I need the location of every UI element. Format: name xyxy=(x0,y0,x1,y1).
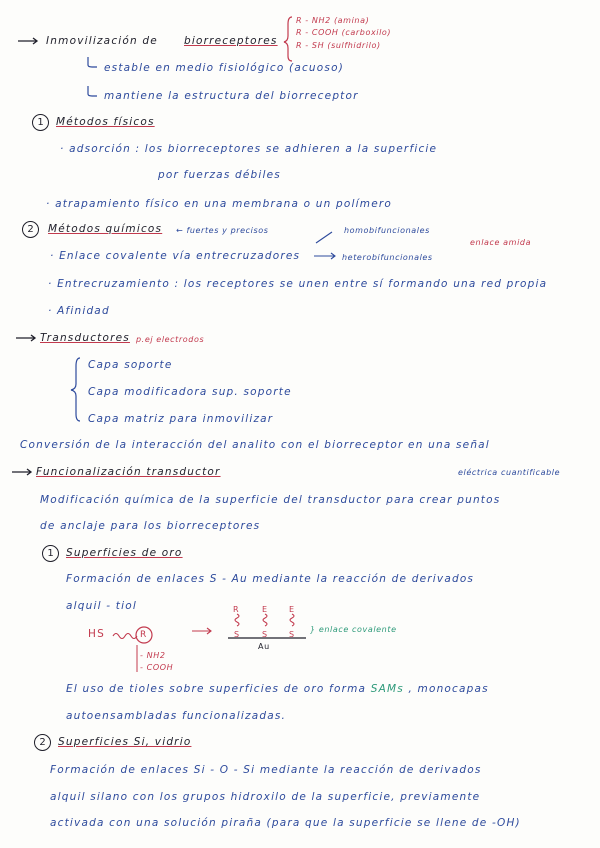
sams-term: SAMs xyxy=(370,683,404,695)
paragraph-text: , monocapas xyxy=(408,683,489,695)
sam-top-label: E xyxy=(262,605,268,614)
sulfur-label: S xyxy=(262,630,268,639)
brace-icon xyxy=(284,17,292,61)
list-item: · Entrecruzamiento : los receptores se unen entre sí formando una red propia xyxy=(48,278,548,290)
sam-top-label: R xyxy=(233,605,240,614)
conversion-text: Conversión de la interacción del analito con el biorreceptor en una señal xyxy=(20,439,490,451)
group-label: R - NH2 (amina) xyxy=(296,16,370,25)
hook-arrow-icon xyxy=(88,86,97,96)
sulfur-label: S xyxy=(234,630,240,639)
paragraph-line xyxy=(66,683,489,696)
note-text: mantiene la estructura del biorreceptor xyxy=(104,90,359,102)
gold-label: Au xyxy=(258,642,270,651)
paragraph-line: Modificación química de la superficie del transductor para crear puntos xyxy=(40,494,501,506)
thiol-label: HS xyxy=(88,628,105,640)
note-text: estable en medio fisiológico (acuoso) xyxy=(104,62,345,74)
note-text: p.ej electrodos xyxy=(136,335,205,344)
arrow-icon xyxy=(18,38,37,44)
section-number-circle: 2 xyxy=(22,221,39,238)
sulfur-label: S xyxy=(289,630,295,639)
list-item: · Enlace covalente vía entrecruzadores xyxy=(50,250,301,262)
paragraph-line: alquil silano con los grupos hidroxilo de la superficie, previamente xyxy=(50,791,481,803)
paragraph-line: de anclaje para los biorreceptores xyxy=(40,520,261,532)
section-number-circle: 1 xyxy=(42,545,59,562)
title-label: Inmovilización de xyxy=(46,35,158,47)
group-label: R - SH (sulfhidrilo) xyxy=(296,41,381,50)
arrow-icon xyxy=(12,469,31,475)
arrow-icon xyxy=(192,628,211,634)
r-group-label: R xyxy=(140,630,147,640)
group-label: R - COOH (carboxilo) xyxy=(296,28,392,37)
paragraph-text: activada con una solución piraña xyxy=(50,817,262,829)
layer-item: Capa modificadora sup. soporte xyxy=(88,386,292,398)
arrow-icon xyxy=(314,253,335,259)
layer-item: Capa matriz para inmovilizar xyxy=(88,413,274,425)
title-underlined: biorreceptores xyxy=(184,35,278,47)
paragraph-line: Formación de enlaces Si - O - Si mediante la reacción de derivados xyxy=(50,764,482,776)
branch-arrow-icon xyxy=(316,232,332,243)
list-item: · Afinidad xyxy=(48,305,110,317)
section-heading: Métodos físicos xyxy=(56,116,155,128)
crosslinker-type: heterobifuncionales xyxy=(342,253,433,262)
sam-top-label: E xyxy=(289,605,295,614)
crosslinker-type: homobifuncionales xyxy=(344,226,430,235)
section-heading: Transductores xyxy=(40,332,130,344)
paragraph-line: alquil - tiol xyxy=(66,600,137,612)
wavy-chain-icon xyxy=(113,634,137,639)
paragraph-line: autoensambladas funcionalizadas. xyxy=(66,710,287,722)
list-item-continuation: por fuerzas débiles xyxy=(158,169,281,181)
annotation-text: } enlace covalente xyxy=(310,625,397,634)
section-heading: Funcionalización transductor xyxy=(36,466,221,478)
section-number-circle: 1 xyxy=(32,114,49,131)
list-item: · atrapamiento físico en una membrana o un polímero xyxy=(46,198,393,210)
group-label: - COOH xyxy=(140,663,174,672)
list-item: · adsorción : los biorreceptores se adhieren a la superficie xyxy=(60,143,438,155)
paragraph-text: El uso de tioles sobre superficies de oro forma xyxy=(66,683,367,695)
group-label: - NH2 xyxy=(140,651,166,660)
paragraph-note: (para que la superficie se llene de -OH) xyxy=(266,817,521,829)
annotation-text: enlace amida xyxy=(470,238,532,247)
arrow-icon xyxy=(16,335,35,341)
conversion-text-end: eléctrica cuantificable xyxy=(458,468,561,477)
note-text: ← fuertes y precisos xyxy=(176,226,269,235)
section-heading: Métodos químicos xyxy=(48,223,163,235)
hook-arrow-icon xyxy=(88,57,97,67)
section-number-circle: 2 xyxy=(34,734,51,751)
paragraph-line: Formación de enlaces S - Au mediante la reacción de derivados xyxy=(66,573,475,585)
paragraph-line xyxy=(50,817,521,830)
section-heading: Superficies de oro xyxy=(66,547,183,559)
section-heading: Superficies Si, vidrio xyxy=(58,736,192,748)
brace-icon xyxy=(71,358,80,421)
layer-item: Capa soporte xyxy=(88,359,173,371)
